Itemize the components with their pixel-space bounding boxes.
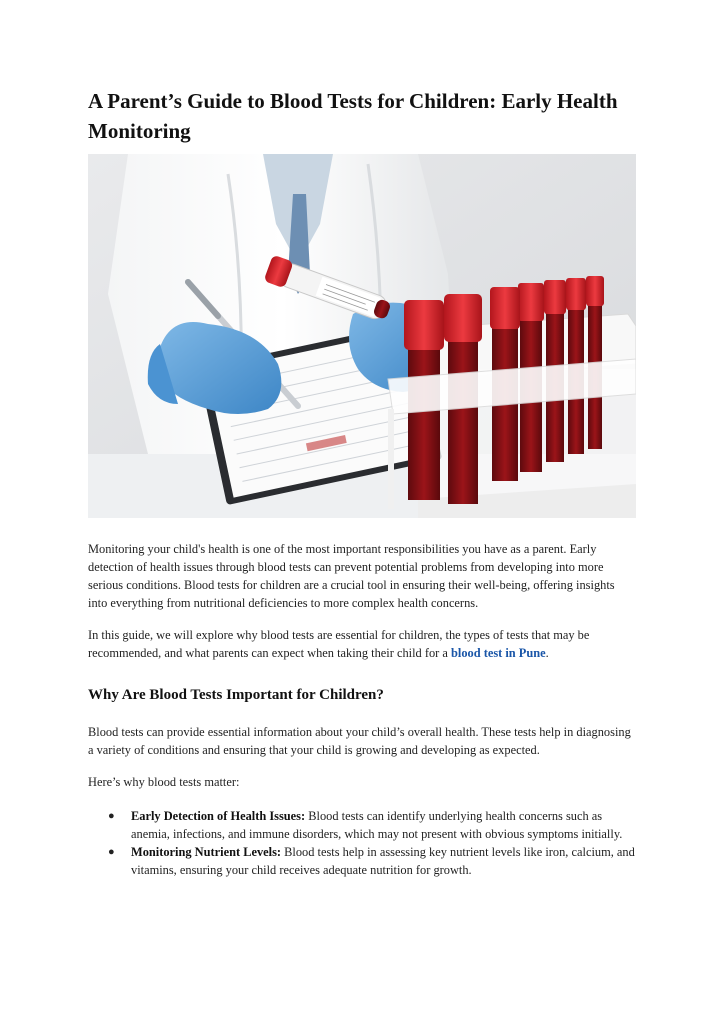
guide-text-before-link: In this guide, we will explore why blood tests are essential for children, the types of tests that may be recommended, and what parents can expect when taking their child for a <box>88 628 590 660</box>
list-item <box>88 807 636 843</box>
blood-test-in-pune-link[interactable]: blood test in Pune <box>450 646 546 660</box>
why-intro-paragraph: Here’s why blood tests matter: <box>88 775 240 789</box>
bullet-text: Blood tests help in assessing key nutrient levels like iron, calcium, and vitamins, ensuring your child receives adequate nutrition for growth. <box>131 845 635 877</box>
guide-text-after-link: . <box>545 646 549 660</box>
list-item <box>88 843 636 879</box>
section-heading: Why Are Blood Tests Important for Children? <box>88 687 384 703</box>
bullet-bold: Early Detection of Health Issues: <box>131 809 306 823</box>
page-title: A Parent’s Guide to Blood Tests for Children: Early Health Monitoring <box>88 89 618 143</box>
bullet-icon: ● <box>108 846 115 858</box>
bullet-icon: ● <box>108 810 115 822</box>
bullet-list <box>88 807 636 879</box>
hero-image-blood-tests <box>88 154 636 518</box>
section-paragraph: Blood tests can provide essential information about your child’s overall health. These tests help in diagnosing a variety of conditions and ensuring that your child is growing and developing as expected. <box>88 725 631 757</box>
guide-paragraph <box>88 626 636 662</box>
bullet-bold: Monitoring Nutrient Levels: <box>131 845 282 859</box>
bullet-text: Blood tests can identify underlying health concerns such as anemia, infections, and immune disorders, which may not present with obvious symptoms initially. <box>131 809 623 841</box>
article <box>88 86 636 879</box>
intro-paragraph: Monitoring your child's health is one of the most important responsibilities you have as a parent. Early detection of health issues through blood tests can prevent potential problems from developing into more serious conditions. Blood tests for children are a crucial tool in ensuring their well-being, offering insights into everything from nutritional deficiencies to more complex health concerns. <box>88 542 615 610</box>
